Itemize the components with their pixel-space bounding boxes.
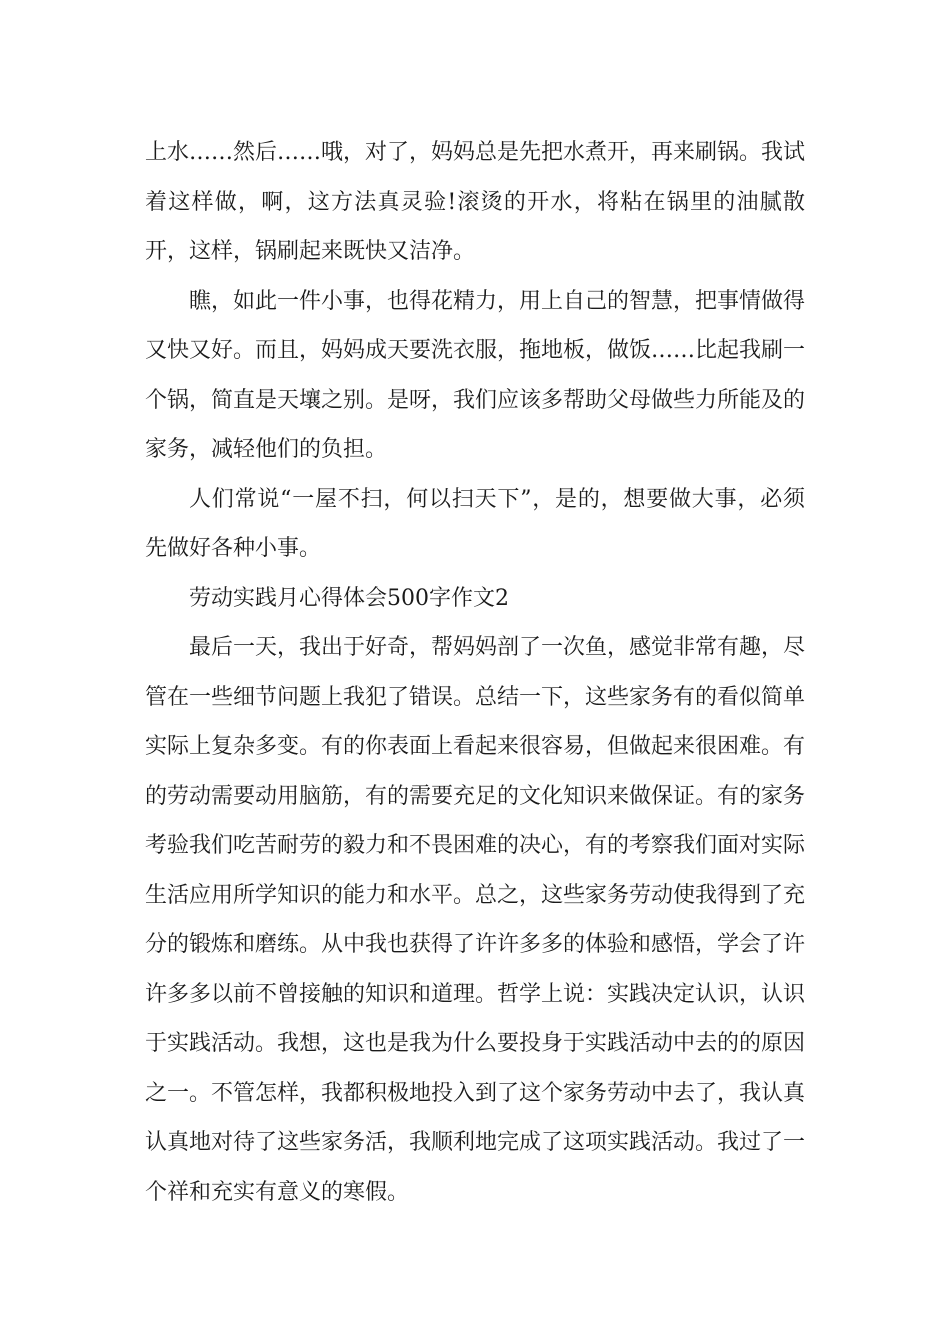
paragraph: 最后一天，我出于好奇，帮妈妈剖了一次鱼，感觉非常有趣，尽管在一些细节问题上我犯了错误。总结一下，这些家务有的看似简单实际上复杂多变。有的你表面上看起来很容易，但做起来很困难。有的劳动需要动用脑筋，有的需要充足的文化知识来做保证。有的家务考验我们吃苦耐劳的毅力和不畏困难的决心，有的考察我们面对实际生活应用所学知识的能力和水平。总之，这些家务劳动使我得到了充分的锻炼和磨练。从中我也获得了许许多多的体验和感悟，学会了许许多多以前不曾接触的知识和道理。哲学上说：实践决定认识，认识于实践活动。我想，这也是我为什么要投身于实践活动中去的的原因之一。不管怎样，我都积极地投入到了这个家务劳动中去了，我认真认真地对待了这些家务活，我顺利地完成了这项实践活动。我过了一个祥和充实有意义的寒假。 <box>145 635 806 1205</box>
section-heading: 劳动实践月心得体会500字作文2 <box>189 585 509 611</box>
paragraph: 人们常说“一屋不扫，何以扫天下”，是的，想要做大事，必须先做好各种小事。 <box>145 486 805 561</box>
document-body <box>145 128 805 1217</box>
paragraph-continuation: 上水……然后……哦，对了，妈妈总是先把水煮开，再来刷锅。我试着这样做，啊，这方法真灵验!滚烫的开水，将粘在锅里的油腻散开，这样，锅刷起来既快又洁净。 <box>145 140 806 264</box>
paragraph: 瞧，如此一件小事，也得花精力，用上自己的智慧，把事情做得又快又好。而且，妈妈成天要洗衣服，拖地板，做饭……比起我刷一个锅，简直是天壤之别。是呀，我们应该多帮助父母做些力所能及的家务，减轻他们的负担。 <box>145 288 806 462</box>
